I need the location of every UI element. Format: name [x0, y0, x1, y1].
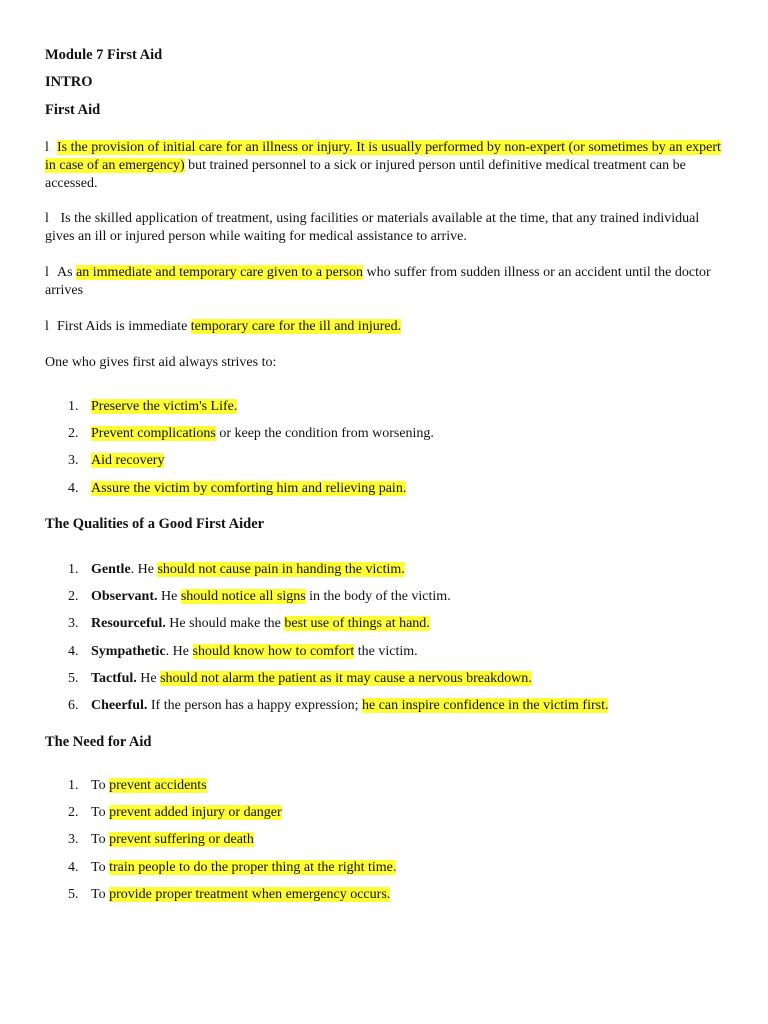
list-number: 2. [68, 589, 79, 605]
highlighted-text: prevent suffering or death [109, 832, 254, 848]
highlighted-text: temporary care for the ill and injured. [190, 319, 402, 334]
definition-2 [45, 210, 725, 246]
highlighted-text: should know how to comfort [192, 643, 355, 659]
highlighted-text: prevent added injury or danger [109, 805, 282, 821]
list-number: 1. [68, 778, 79, 793]
quality-name: Gentle [91, 562, 131, 577]
highlighted-text: Aid recovery [91, 453, 165, 469]
list-text: or keep the condition from worsening. [215, 426, 434, 442]
highlighted-text: an immediate and temporary care given to a person [76, 265, 363, 280]
list-text: If the person has a happy expression; [147, 697, 362, 713]
highlighted-text: best use of things at hand. [284, 616, 430, 632]
quality-name: Resourceful. [91, 616, 166, 632]
list-text: To [91, 805, 110, 821]
highlighted-text: should not alarm the patient as it may cause a nervous breakdown. [160, 670, 532, 686]
list-text: To [91, 778, 110, 793]
definition-text: As [57, 265, 77, 280]
quality-name: Observant. [91, 589, 158, 605]
highlighted-text: provide proper treatment when emergency occurs. [109, 886, 391, 902]
bullet-marker: l [45, 211, 49, 226]
list-text: in the body of the victim. [305, 589, 451, 605]
bullet-marker: l [45, 265, 49, 280]
list-number: 5. [68, 886, 79, 902]
need-heading: The Need for Aid [45, 734, 152, 750]
list-number: 3. [68, 453, 79, 469]
highlighted-text: he can inspire confidence in the victim first. [362, 697, 609, 713]
definition-1 [45, 139, 725, 193]
highlighted-text: Preserve the victim's Life. [91, 399, 238, 414]
list-number: 5. [68, 670, 79, 686]
list-text: He [157, 589, 181, 605]
highlighted-text: Assure the victim by comforting him and relieving pain. [91, 480, 407, 496]
highlighted-text: Is the provision of initial care for an illness or injury. It is usually performed by non-expert (or sometimes by an expert in case of an emergency) [45, 140, 721, 173]
list-number: 2. [68, 426, 79, 442]
definition-text: Is the skilled application of treatment, using facilities or materials available at the time, that any trained individual gives an ill or injured person while waiting for medical assistance to arrive. [45, 211, 700, 244]
definition-4 [45, 318, 725, 336]
list-number: 3. [68, 616, 79, 632]
qualities-heading: The Qualities of a Good First Aider [45, 516, 265, 532]
list-text: . He [165, 643, 193, 659]
highlighted-text: train people to do the proper thing at the right time. [109, 859, 397, 875]
list-text: To [91, 886, 110, 902]
list-number: 2. [68, 805, 79, 821]
definition-text: First Aids is immediate [57, 319, 191, 334]
list-number: 3. [68, 832, 79, 848]
first-aid-heading: First Aid [45, 102, 101, 118]
page-title: Module 7 First Aid [45, 47, 163, 63]
intro-heading: INTRO [45, 74, 93, 90]
list-text: He should make the [165, 616, 285, 632]
list-text: To [91, 859, 110, 875]
list-text: To [91, 832, 110, 848]
quality-name: Tactful. [91, 670, 137, 686]
definition-text: but trained personnel to a sick or injured person until definitive medical treatment can be accessed. [45, 158, 686, 191]
quality-name: Cheerful. [91, 697, 148, 713]
strives-intro: One who gives first aid always strives to: [45, 355, 277, 370]
list-number: 1. [68, 562, 79, 577]
highlighted-text: should not cause pain in handing the victim. [157, 562, 405, 577]
highlighted-text: Prevent complications [91, 426, 216, 442]
definition-text: who suffer from sudden illness or an accident until the doctor arrives [45, 265, 711, 298]
highlighted-text: should notice all signs [180, 589, 306, 605]
list-text: He [136, 670, 161, 686]
list-text: . He [130, 562, 158, 577]
bullet-marker: l [45, 319, 49, 334]
list-number: 6. [68, 697, 79, 713]
definition-3 [45, 264, 725, 300]
quality-name: Sympathetic [91, 643, 166, 659]
list-number: 4. [68, 643, 79, 659]
list-number: 4. [68, 480, 79, 496]
bullet-marker: l [45, 140, 49, 155]
list-number: 1. [68, 399, 79, 414]
highlighted-text: prevent accidents [109, 778, 207, 793]
list-number: 4. [68, 859, 79, 875]
list-text: the victim. [354, 643, 418, 659]
